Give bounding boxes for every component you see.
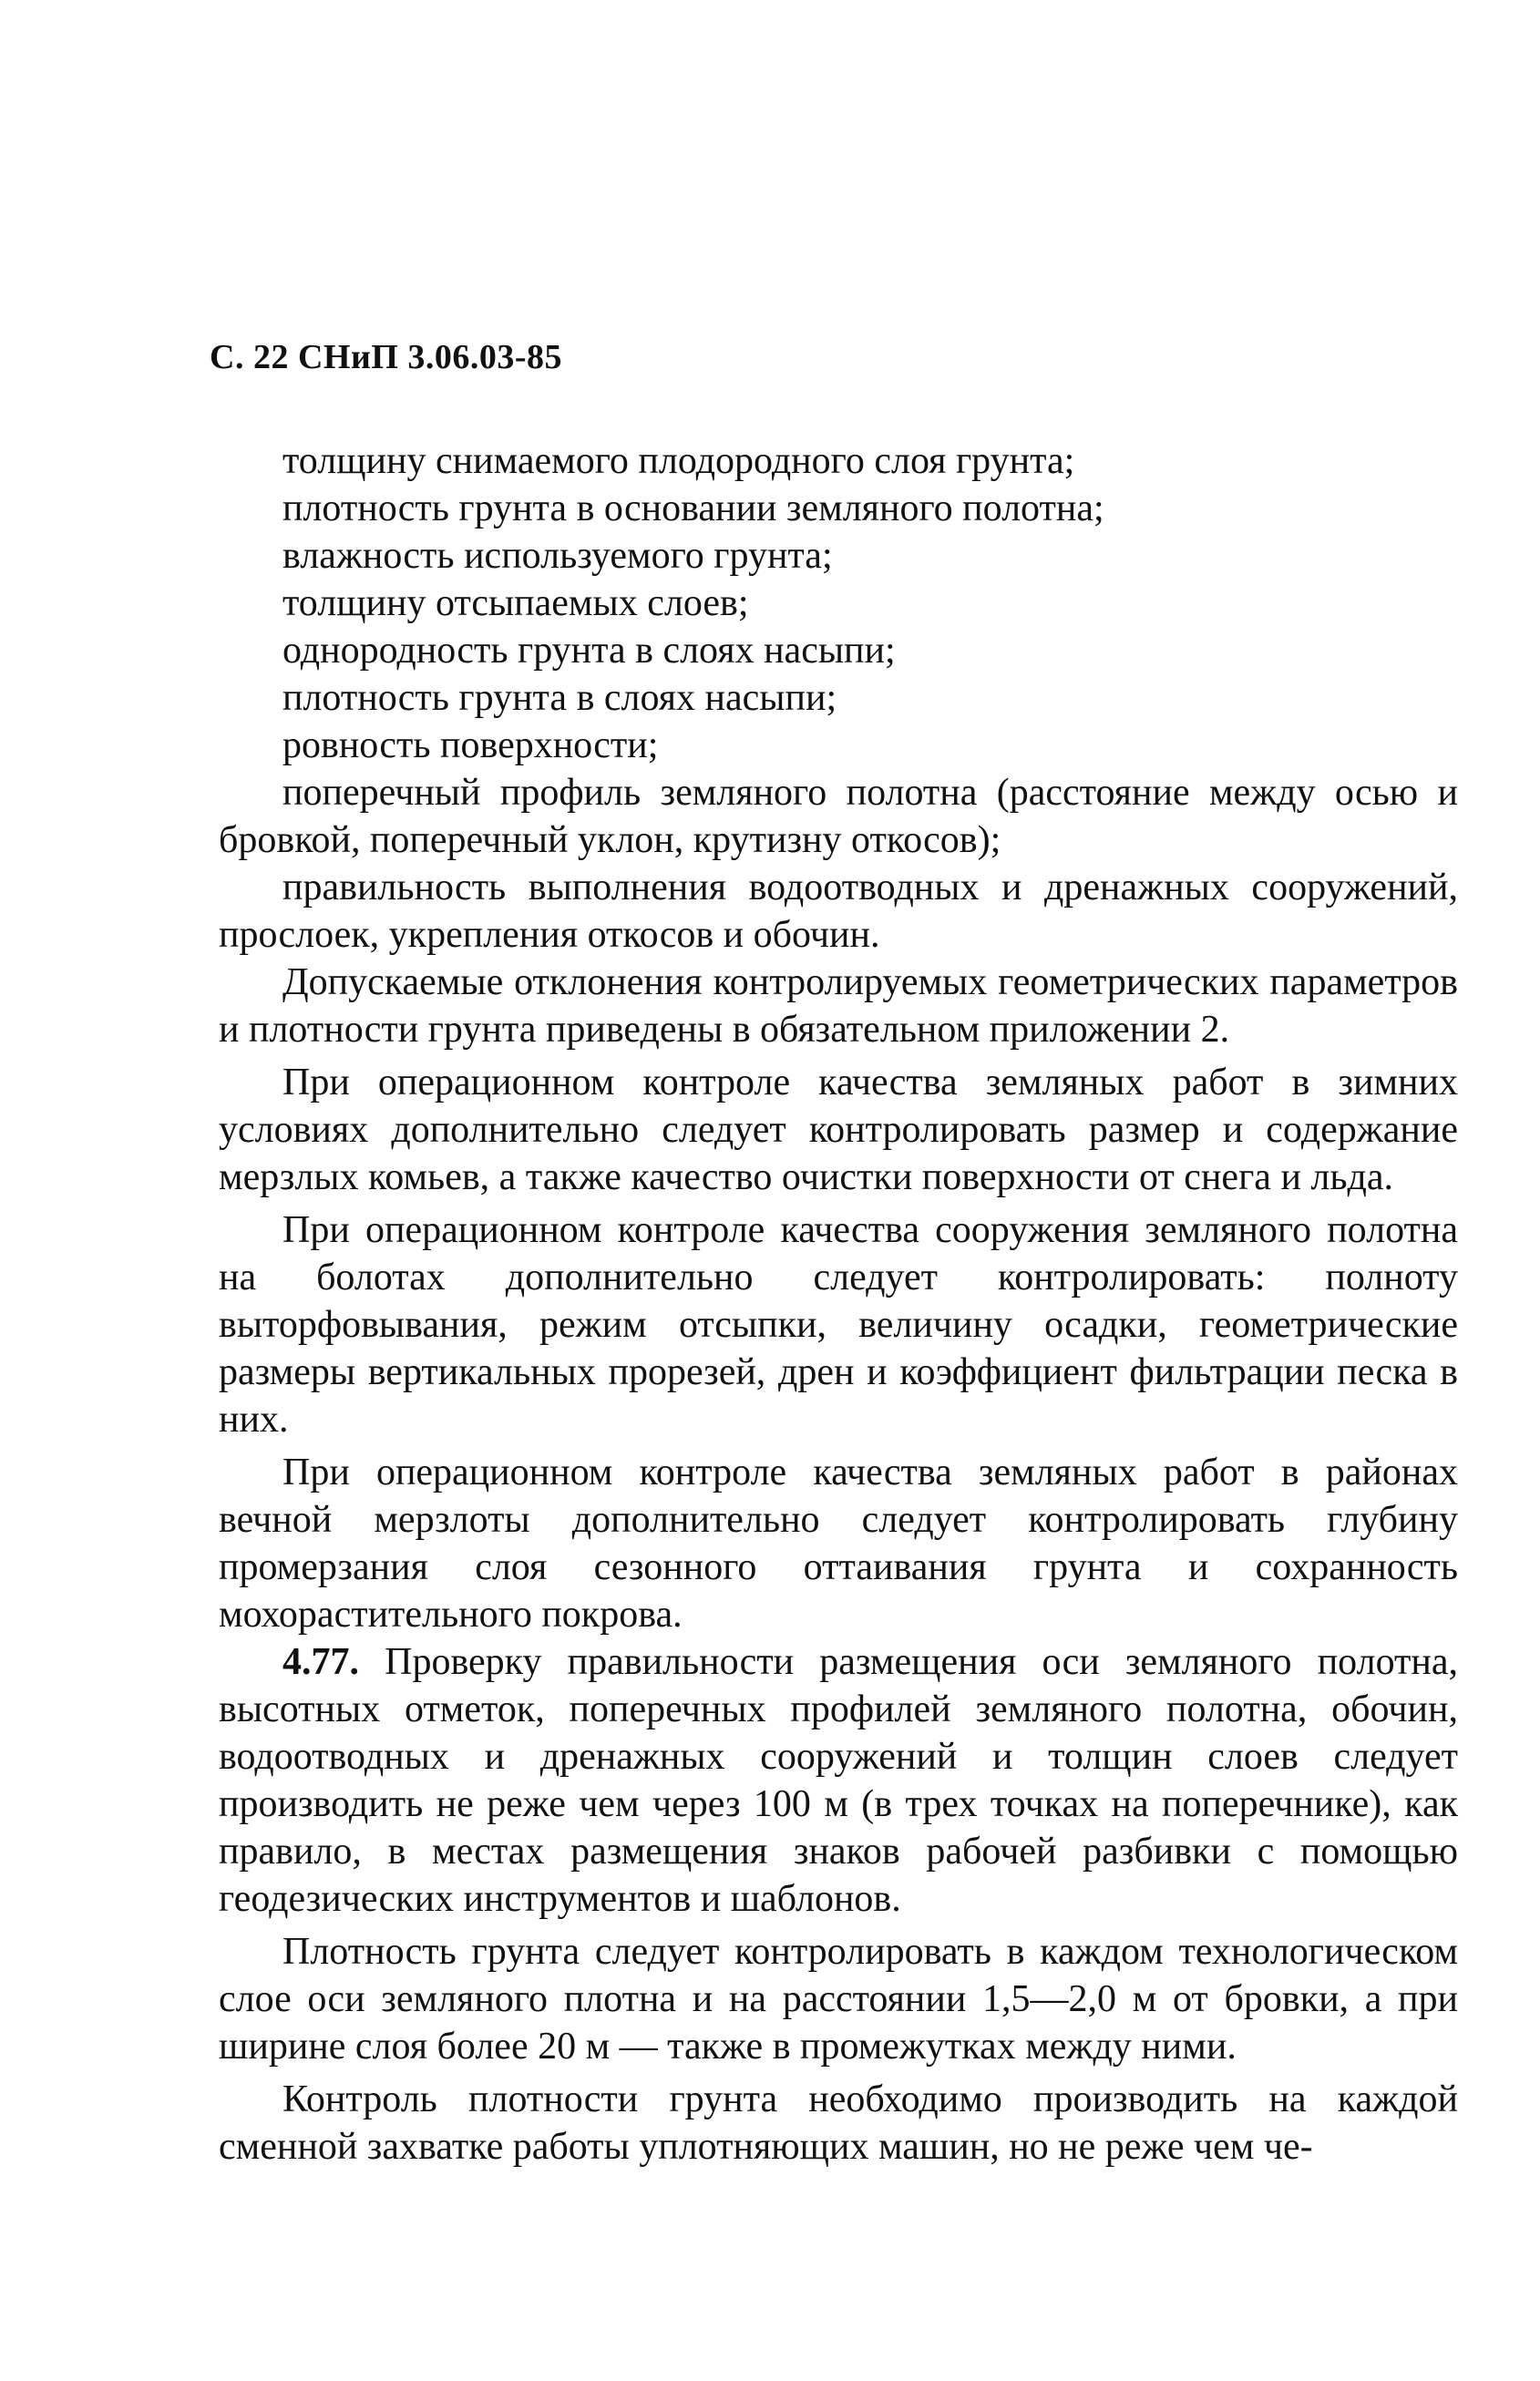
paragraph-density: Плотность грунта следует контролировать в каждом технологическом слое оси земляного плотна и на расстоянии 1,5—2,0 м от бровки, а при ширине слоя более 20 м — также в промежутках между ними. [219, 1931, 1458, 2068]
paragraph-tolerances: Допускаемые отклонения контролируемых геометрических параметров и плотности грунта приведены в обязательном приложении 2. [219, 961, 1458, 1051]
clause-text: Проверку правильности размещения оси земляного полотна, высотных отметок, поперечных профилей земляного полотна, обочин, водоотводных и дренажных сооружений и толщин слоев следует производить не реже чем через 100 м (в трех точках на поперечнике), как правило, в местах размещения знаков рабочей разбивки с помощью геодезических инструментов и шаблонов. [219, 1641, 1458, 1920]
list-item: влажность используемого грунта; [282, 535, 833, 577]
clause-number: 4.77. [282, 1641, 359, 1683]
list-item: однородность грунта в слоях насыпи; [282, 630, 896, 672]
paragraph-swamps: При операционном контроле качества сооружения земляного полотна на болотах дополнительно следует контролировать: полноту выторфовывания, режим отсыпки, величину осадки, геометрические размеры вертикальных прорезей, дрен и коэффициент фильтрации песка в них. [219, 1209, 1458, 1441]
list-item: ровность поверхности; [282, 724, 659, 766]
list-item: толщину снимаемого плодородного слоя грунта; [282, 440, 1075, 482]
paragraph-winter: При операционном контроле качества земляных работ в зимних условиях дополнительно следует контролировать размер и содержание мерзлых комьев, а также качество очистки поверхности от снега и льда. [219, 1062, 1458, 1198]
page-header: С. 22 СНиП 3.06.03-85 [210, 338, 563, 376]
paragraph-permafrost: При операционном контроле качества земляных работ в районах вечной мерзлоты дополнительно следует контролировать глубину промерзания слоя сезонного оттаивания грунта и сохранность мохорастительного покрова. [219, 1452, 1458, 1636]
paragraph-profile: поперечный профиль земляного полотна (расстояние между осью и бровкой, поперечный уклон, крутизну откосов); [219, 772, 1458, 861]
list-item: плотность грунта в слоях насыпи; [282, 677, 837, 719]
list-item: плотность грунта в основании земляного полотна; [282, 487, 1104, 529]
clause-4-77 [219, 1638, 1458, 1923]
paragraph-control: Контроль плотности грунта необходимо производить на каждой сменной захватке работы уплотняющих машин, но не реже чем че- [219, 2078, 1458, 2168]
body-text [219, 437, 1458, 2171]
list-item: толщину отсыпаемых слоев; [282, 582, 749, 624]
paragraph-drainage: правильность выполнения водоотводных и дренажных сооружений, прослоек, укрепления откосов и обочин. [219, 867, 1458, 956]
